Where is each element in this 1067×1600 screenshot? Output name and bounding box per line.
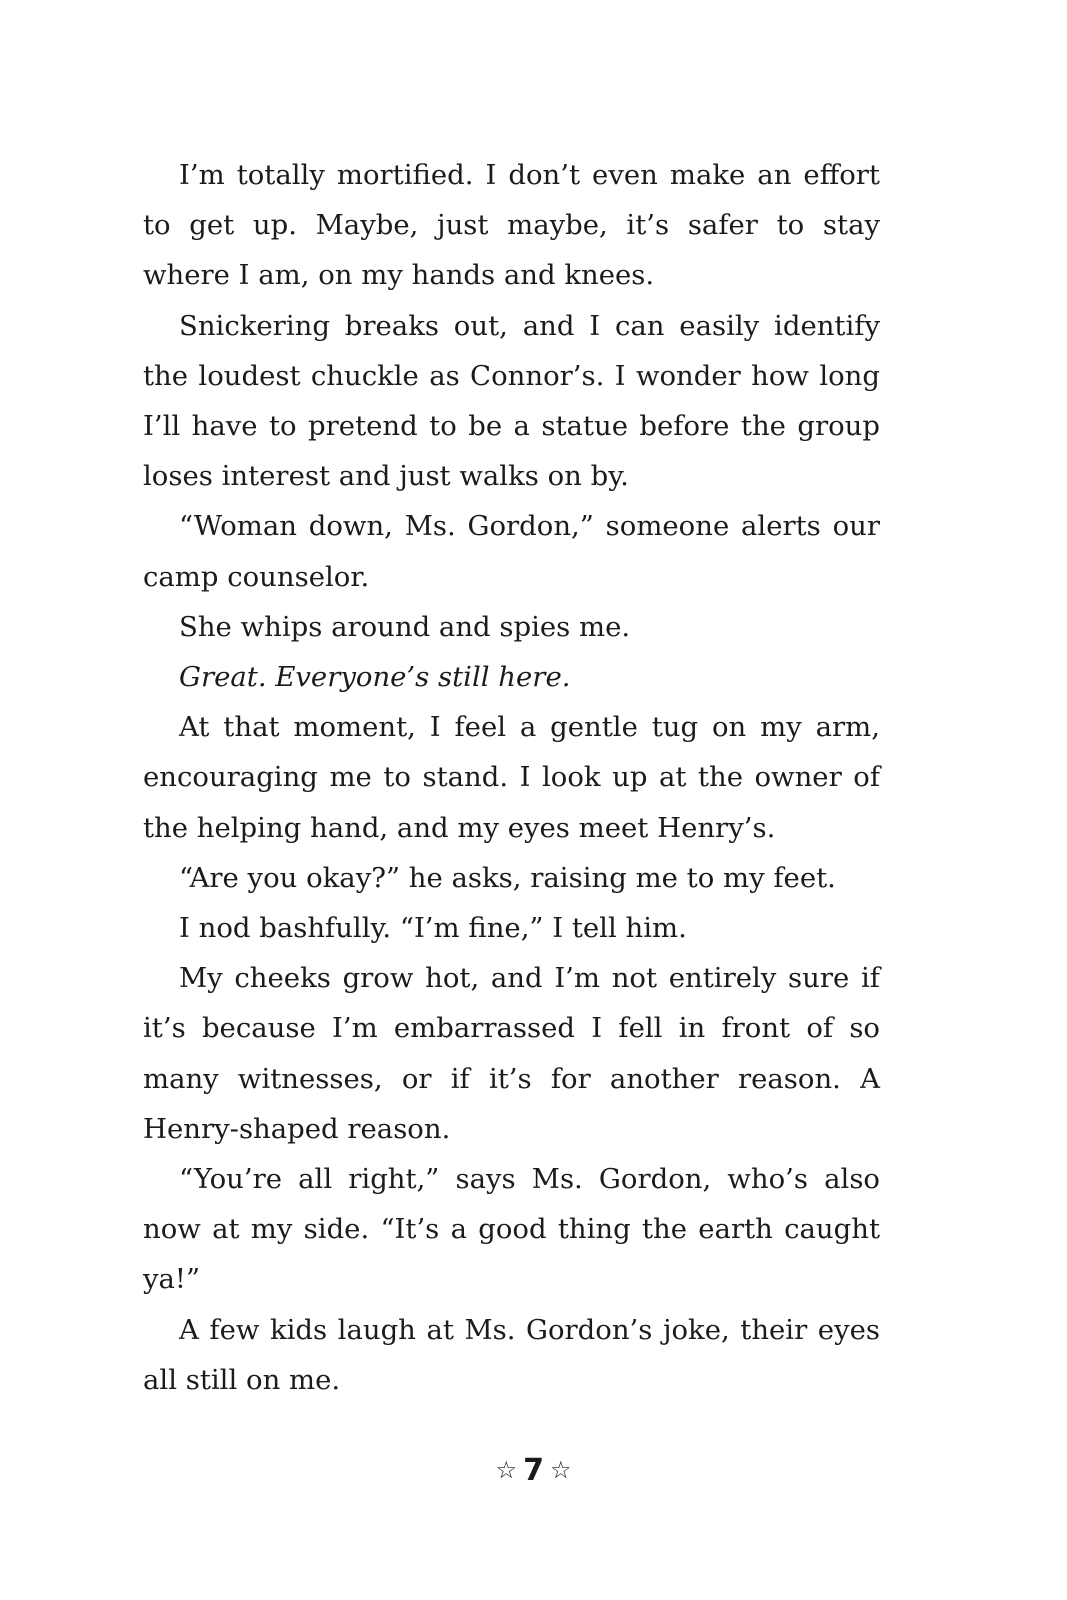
page-footer	[0, 1452, 1067, 1489]
paragraph-4: She whips around and spies me.	[179, 610, 631, 643]
paragraph-5-italic-thought: Great. Everyone’s still here.	[179, 661, 571, 694]
paragraph-9: My cheeks grow hot, and I’m not entirely sure if it’s because I’m embarrassed I fell in front of so many witnesses, or if it’s for another reason. A Henry-shaped reason.	[143, 962, 880, 1145]
paragraph-10: “You’re all right,” says Ms. Gordon, who’s also now at my side. “It’s a good thing the earth caught ya!”	[143, 1163, 880, 1296]
star-ornament-icon: ☆	[549, 1456, 572, 1484]
paragraph-2: Snickering breaks out, and I can easily identify the loudest chuckle as Connor’s. I wonder how long I’ll have to pretend to be a statue before the group loses interest and just walks on by.	[143, 309, 880, 493]
paragraph-6: At that moment, I feel a gentle tug on my arm, encouraging me to stand. I look up at the owner of the helping hand, and my eyes meet Henry’s.	[143, 711, 880, 844]
page-number: 7	[523, 1453, 544, 1488]
paragraph-1: I’m totally mortified. I don’t even make an effort to get up. Maybe, just maybe, it’s safer to stay where I am, on my hands and knees.	[143, 159, 880, 292]
paragraph-8: I nod bashfully. “I’m fine,” I tell him.	[179, 912, 687, 945]
paragraph-3: “Woman down, Ms. Gordon,” someone alerts our camp counselor.	[143, 510, 880, 593]
body-text	[143, 150, 880, 1405]
paragraph-11: A few kids laugh at Ms. Gordon’s joke, their eyes all still on me.	[143, 1313, 880, 1396]
paragraph-7: “Are you okay?” he asks, raising me to my feet.	[179, 861, 836, 894]
star-ornament-icon: ☆	[495, 1456, 518, 1484]
